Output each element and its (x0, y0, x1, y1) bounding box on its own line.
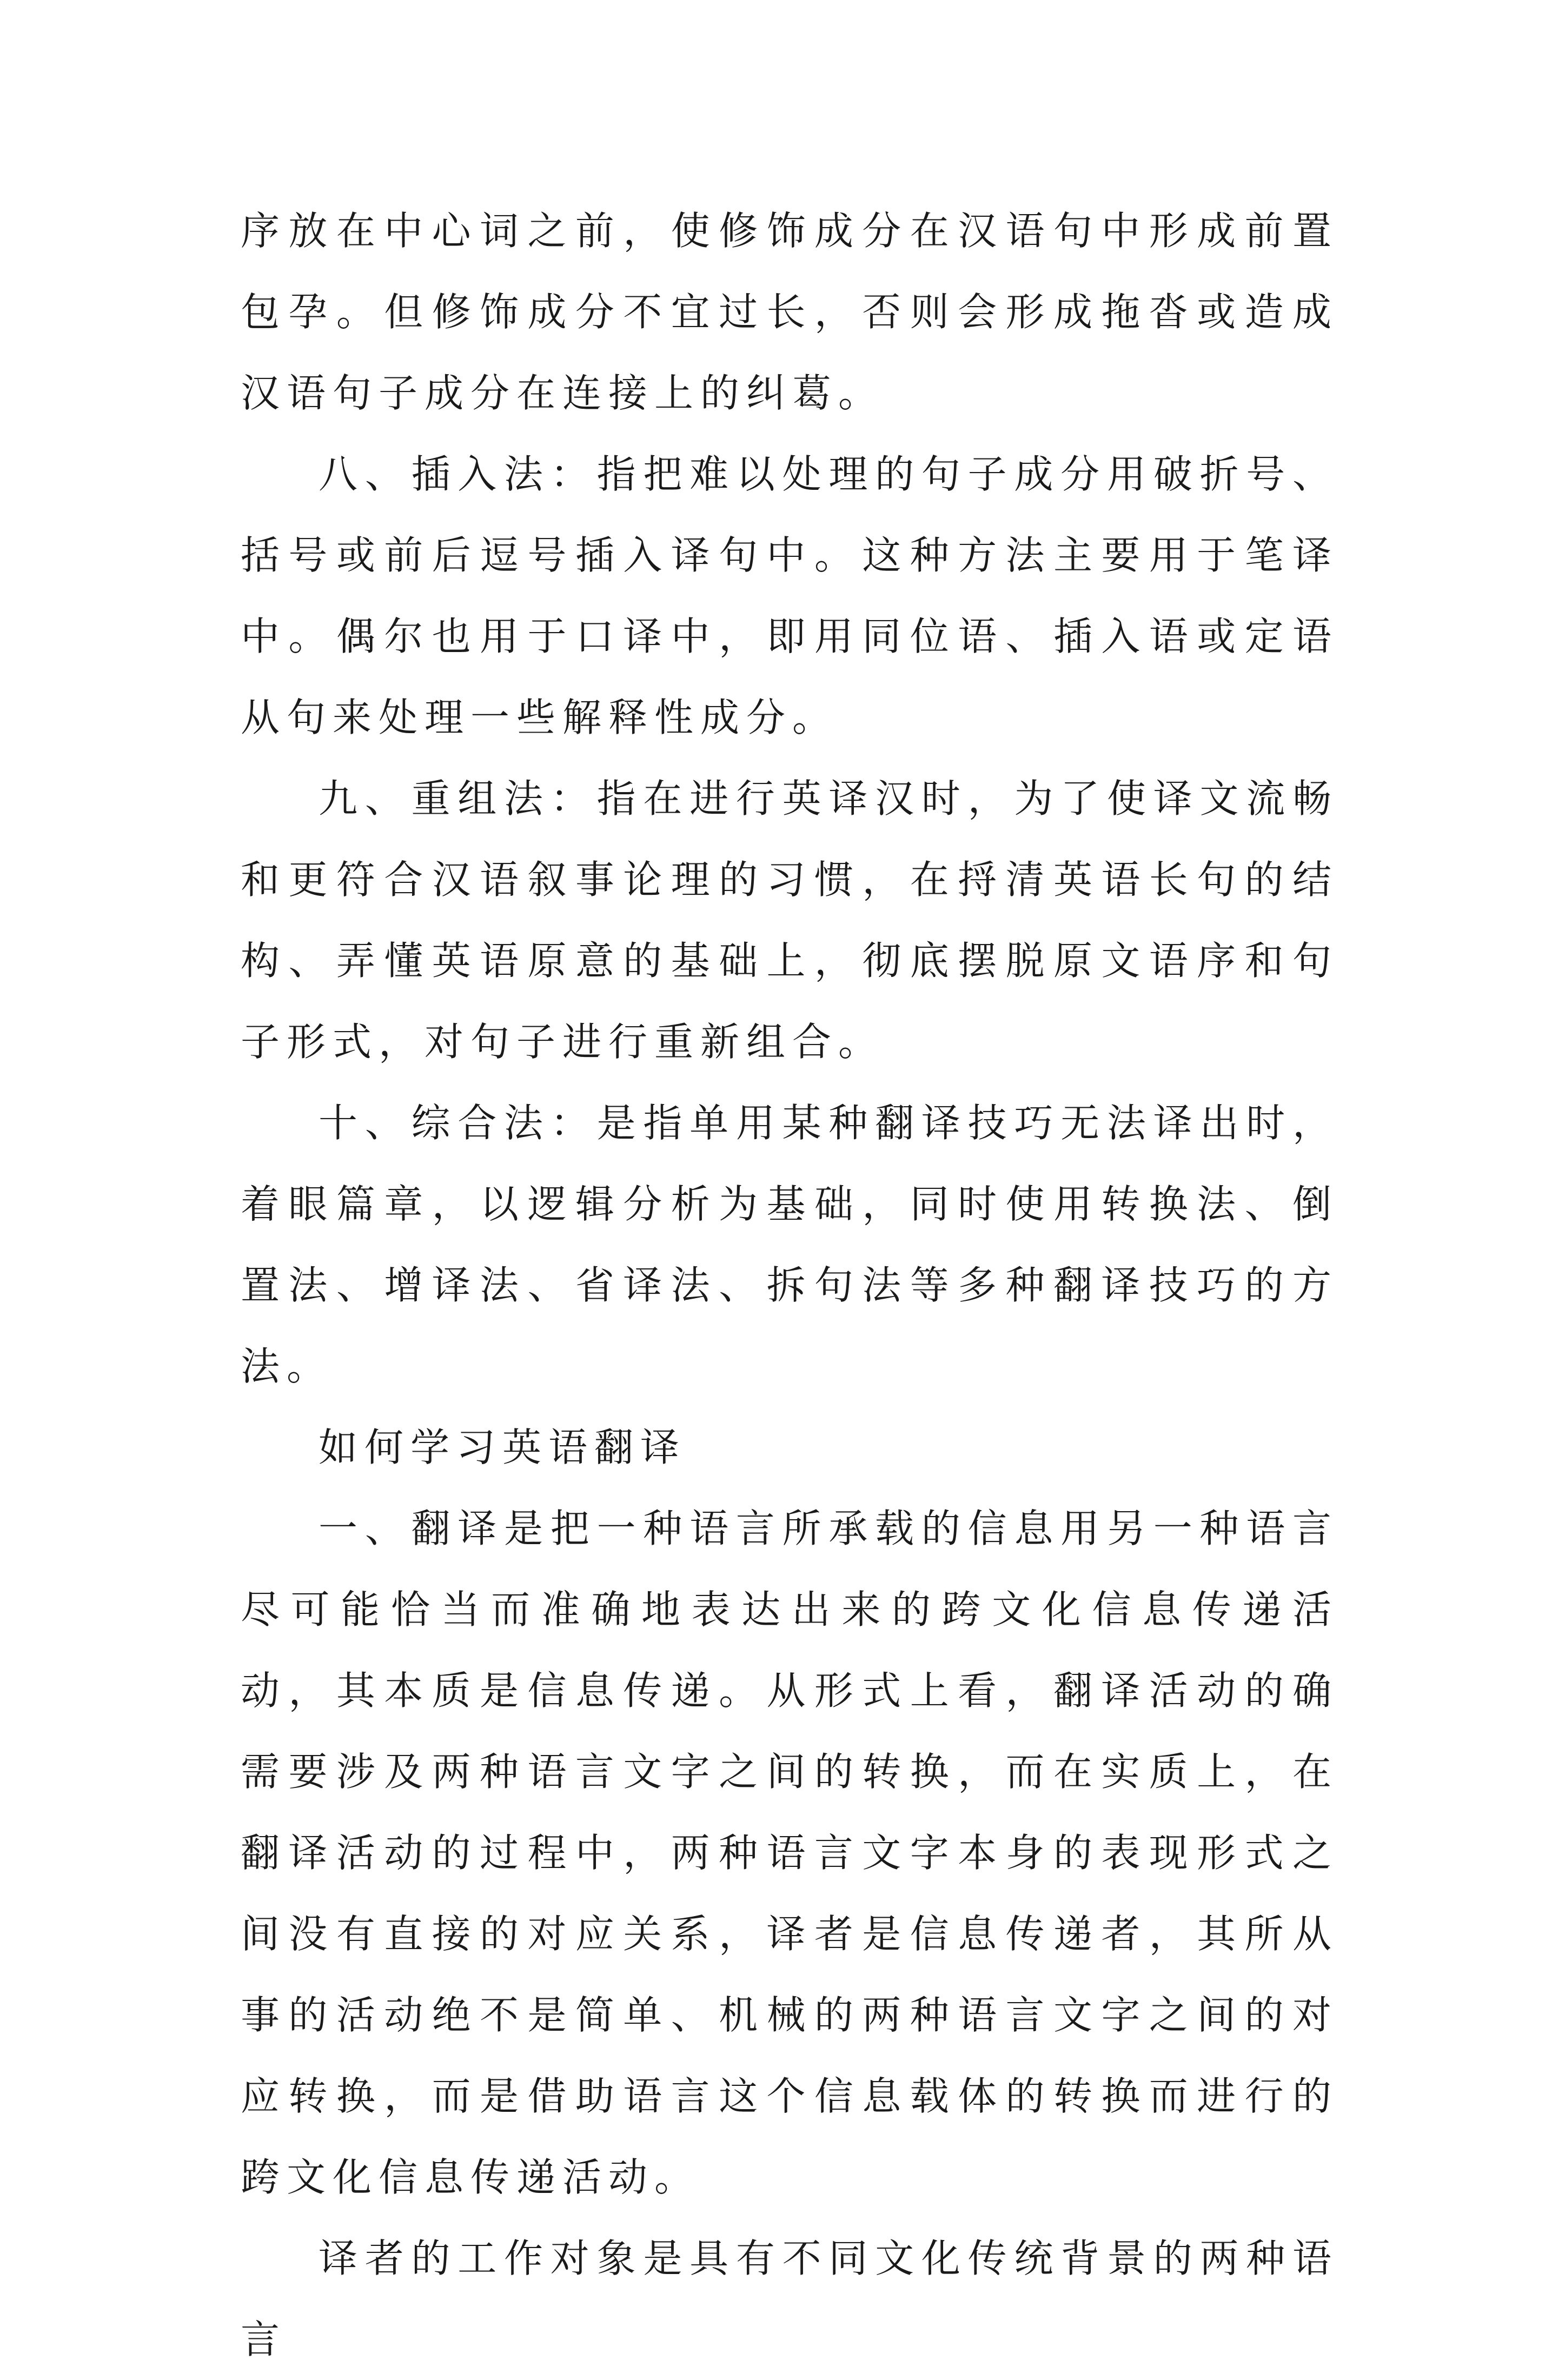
paragraph-continued: 序放在中心词之前，使修饰成分在汉语句中形成前置包孕。但修饰成分不宜过长，否则会形成拖沓或造成汉语句子成分在连接上的纠葛。 (241, 208, 1338, 416)
paragraph-section-1: 一、翻译是把一种语言所承载的信息用另一种语言尽可能恰当而准确地表达出来的跨文化信息传递活动，其本质是信息传递。从形式上看，翻译活动的确需要涉及两种语言文字之间的转换，而在实质上，在翻译活动的过程中，两种语言文字本身的表现形式之间没有直接的对应关系，译者是信息传递者，其所从事的活动绝不是简单、机械的两种语言文字之间的对应转换，而是借助语言这个信息载体的转换而进行的跨文化信息传递活动。 (241, 1506, 1338, 2200)
paragraph-method-9: 九、重组法：指在进行英译汉时，为了使译文流畅和更符合汉语叙事论理的习惯，在捋清英语长句的结构、弄懂英语原意的基础上，彻底摆脱原文语序和句子形式，对句子进行重新组合。 (241, 776, 1338, 1065)
paragraph-method-8: 八、插入法：指把难以处理的句子成分用破折号、括号或前后逗号插入译句中。这种方法主要用于笔译中。偶尔也用于口译中，即用同位语、插入语或定语从句来处理一些解释性成分。 (241, 451, 1338, 740)
paragraph-section-1-continued: 译者的工作对象是具有不同文化传统背景的两种语言 (241, 2236, 1338, 2362)
body-text (241, 190, 1338, 2380)
paragraph-method-10: 十、综合法：是指单用某种翻译技巧无法译出时，着眼篇章，以逻辑分析为基础，同时使用转换法、倒置法、增译法、省译法、拆句法等多种翻译技巧的方法。 (241, 1100, 1338, 1389)
section-heading: 如何学习英语翻译 (319, 1425, 687, 1470)
